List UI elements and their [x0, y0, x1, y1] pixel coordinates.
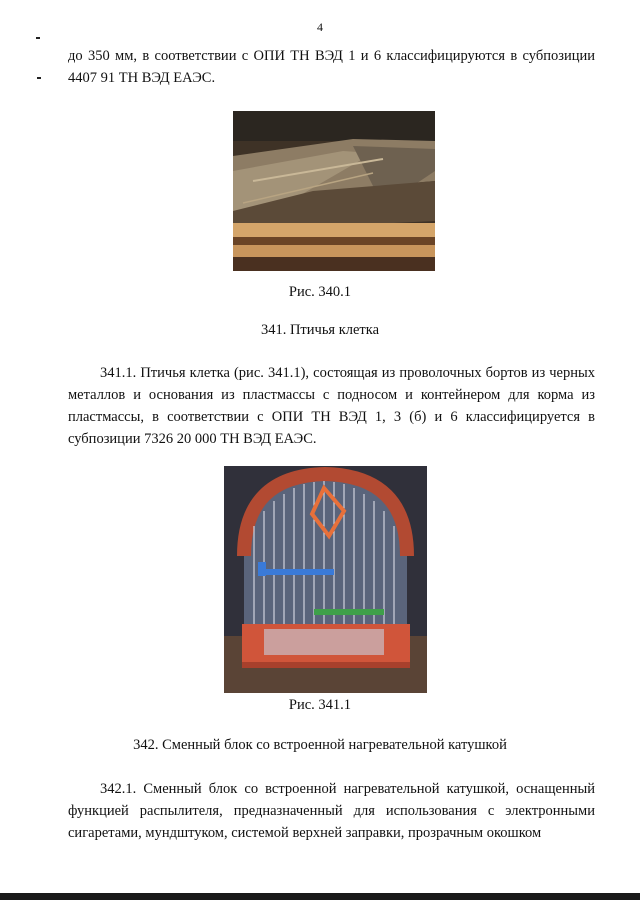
section-342-heading: 342. Сменный блок со встроенной нагревательной катушкой — [133, 737, 507, 753]
page-number: 4 — [317, 20, 323, 34]
section-341-heading: 341. Птичья клетка — [260, 322, 380, 338]
lumber-image — [233, 111, 435, 271]
lumber-photo — [233, 111, 435, 271]
section-342-paragraph: 342.1. Сменный блок со встроенной нагревательной катушкой, оснащенный функцией распылителя, предназначенный для использования с электронными сигаретами, мундштуком, системой верхней заправки, прозрачным окошком — [68, 781, 595, 841]
figure-341-caption: Рис. 341.1 — [288, 697, 352, 713]
bird-cage-image — [224, 466, 427, 693]
bird-cage-photo — [224, 466, 427, 693]
scan-bottom-edge — [0, 893, 640, 900]
section-341-paragraph: 341.1. Птичья клетка (рис. 341.1), состоящая из проволочных бортов из черных металлов и основания из пластмассы с подносом и контейнером для корма из пластмассы, в соответствии с ОПИ ТН ВЭД 1, 3 (б) и 6 классифицируется в субпозиции 7326 20 000 ТН ВЭД ЕАЭС. — [68, 365, 595, 447]
figure-340-caption: Рис. 340.1 — [288, 284, 352, 300]
scan-mark — [36, 37, 40, 39]
intro-paragraph: до 350 мм, в соответствии с ОПИ ТН ВЭД 1 и 6 классифицируются в субпозиции 4407 91 ТН ВЭД ЕАЭС. — [68, 48, 595, 86]
scan-mark — [37, 77, 41, 79]
